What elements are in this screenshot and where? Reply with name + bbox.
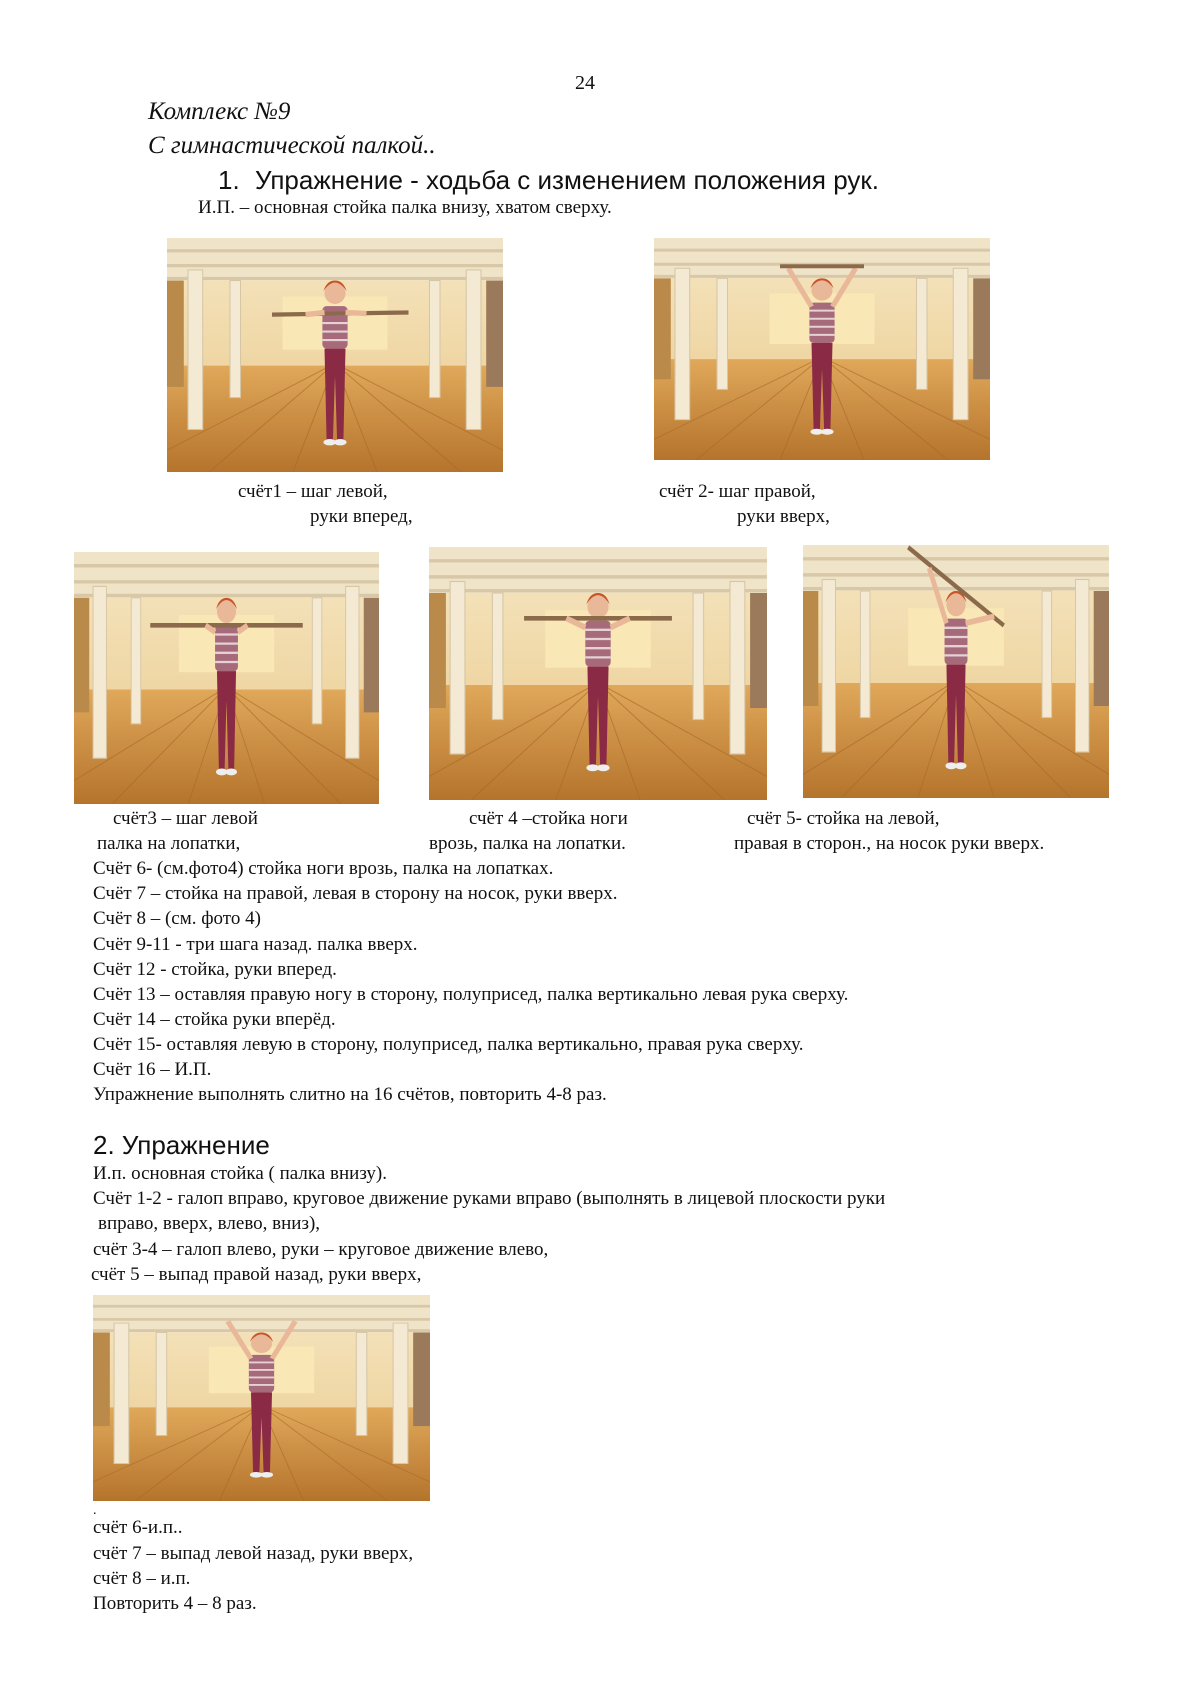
complex-title: Комплекс №9	[148, 98, 291, 125]
caption-3-line1: счёт3 – шаг левой	[113, 808, 258, 829]
step-line: Счёт 6- (см.фото4) стойка ноги врозь, палка на лопатках.	[93, 858, 554, 879]
complex-subtitle: С гимнастической палкой..	[148, 132, 436, 159]
photo-count-3	[74, 552, 379, 804]
step-line: Счёт 9-11 - три шага назад. палка вверх.	[93, 934, 418, 955]
caption-3-line2: палка на лопатки,	[97, 833, 241, 854]
step-line: Счёт 8 – (см. фото 4)	[93, 908, 261, 929]
exercise2-line: счёт 3-4 – галоп влево, руки – круговое движение влево,	[93, 1239, 549, 1260]
caption-5-line2: правая в сторон., на носок руки вверх.	[734, 833, 1045, 854]
exercise2-line: счёт 5 – выпад правой назад, руки вверх,	[91, 1264, 422, 1285]
exercise2-after-line: счёт 8 – и.п.	[93, 1568, 191, 1589]
photo-count-5-ex2	[93, 1295, 430, 1501]
exercise2-line: вправо, вверх, влево, вниз),	[98, 1213, 321, 1234]
step-line: Счёт 16 – И.П.	[93, 1059, 212, 1080]
step-line: Счёт 12 - стойка, руки вперед.	[93, 959, 337, 980]
caption-4-line2: врозь, палка на лопатки.	[429, 833, 626, 854]
exercise2-line: И.п. основная стойка ( палка внизу).	[93, 1163, 387, 1184]
caption-4-line1: счёт 4 –стойка ноги	[469, 808, 628, 829]
exercise1-start-position: И.П. – основная стойка палка внизу, хватом сверху.	[198, 197, 612, 218]
page-number: 24	[575, 72, 595, 94]
photo-count-1	[167, 238, 503, 472]
stray-dot: .	[93, 1503, 97, 1518]
step-line: Счёт 13 – оставляя правую ногу в сторону, полуприсед, палка вертикально левая рука сверху.	[93, 984, 849, 1005]
caption-1-line1: счёт1 – шаг левой,	[238, 481, 388, 502]
exercise2-after-line: счёт 6-и.п..	[93, 1517, 183, 1538]
exercise2-title: 2. Упражнение	[93, 1130, 270, 1160]
step-line: Счёт 15- оставляя левую в сторону, полуприсед, палка вертикально, правая рука сверху.	[93, 1034, 804, 1055]
caption-2-line1: счёт 2- шаг правой,	[659, 481, 816, 502]
photo-count-2	[654, 238, 990, 460]
step-line: Счёт 14 – стойка руки вперёд.	[93, 1009, 336, 1030]
photo-count-4	[429, 547, 767, 800]
exercise2-after-line: счёт 7 – выпад левой назад, руки вверх,	[93, 1543, 414, 1564]
step-line: Упражнение выполнять слитно на 16 счётов, повторить 4-8 раз.	[93, 1084, 607, 1105]
step-line: Счёт 7 – стойка на правой, левая в сторону на носок, руки вверх.	[93, 883, 618, 904]
caption-2-line2: руки вверх,	[737, 506, 830, 527]
exercise2-after-line: Повторить 4 – 8 раз.	[93, 1593, 257, 1614]
exercise1-title: Упражнение - ходьба с изменением положения рук.	[255, 165, 879, 195]
exercise1-number: 1.	[218, 165, 240, 195]
photo-count-5	[803, 545, 1109, 798]
exercise2-line: Счёт 1-2 - галоп вправо, круговое движение руками вправо (выполнять в лицевой плоскости руки	[93, 1188, 886, 1209]
caption-1-line2: руки вперед,	[310, 506, 413, 527]
caption-5-line1: счёт 5- стойка на левой,	[747, 808, 940, 829]
